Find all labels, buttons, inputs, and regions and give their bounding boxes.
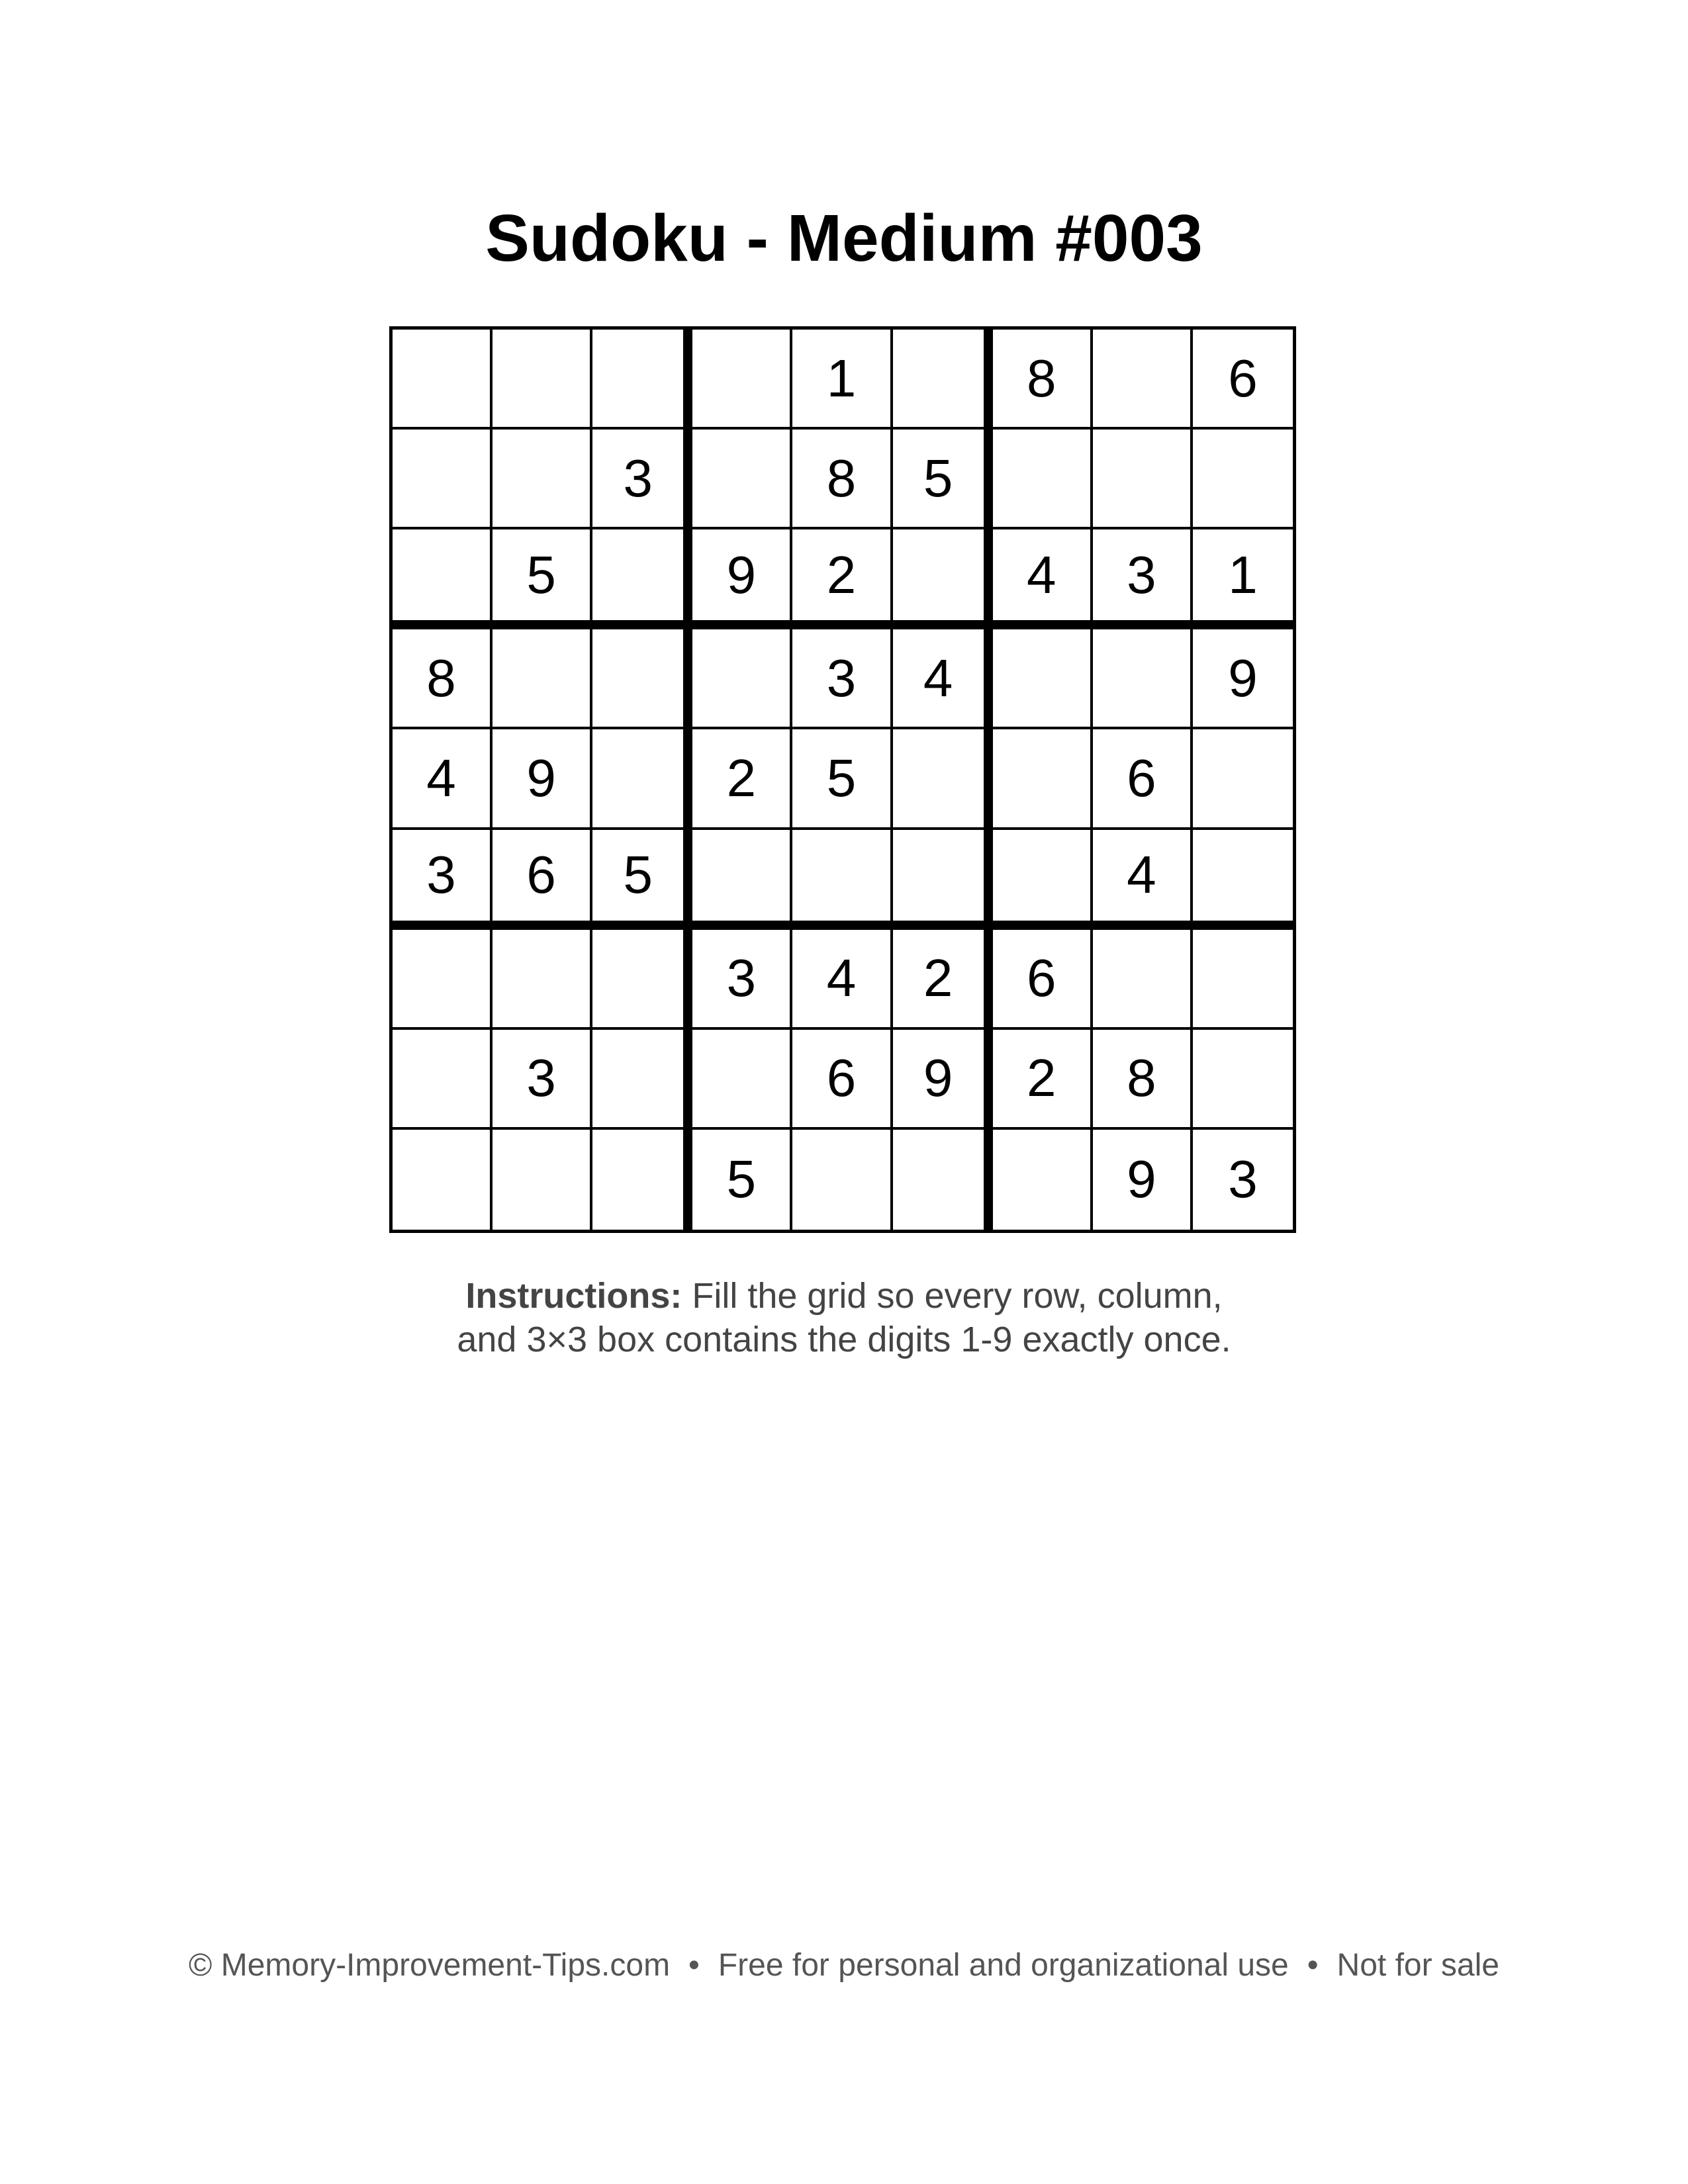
sudoku-cell-given: 4	[993, 529, 1093, 629]
sudoku-cell-given: 8	[393, 629, 492, 729]
instructions-line-2: and 3×3 box contains the digits 1-9 exactly once.	[457, 1320, 1231, 1359]
sudoku-cell-given: 2	[993, 1030, 1093, 1130]
sudoku-cell-given: 4	[393, 729, 492, 829]
footer-separator: •	[1307, 1948, 1319, 1983]
sudoku-cell-given: 3	[1228, 1150, 1258, 1209]
sudoku-cell-empty[interactable]	[492, 629, 592, 729]
sudoku-cell-empty[interactable]	[993, 430, 1093, 529]
sudoku-cell-given: 2	[792, 529, 892, 629]
sudoku-cell-given: 5	[592, 830, 692, 930]
sudoku-cell-empty[interactable]	[893, 830, 993, 930]
sudoku-cell-empty[interactable]	[993, 1130, 1093, 1230]
instructions-label: Instructions:	[465, 1276, 682, 1316]
sudoku-cell-empty[interactable]	[692, 629, 792, 729]
instructions	[0, 1274, 1688, 1361]
sudoku-cell-empty[interactable]	[692, 1030, 792, 1130]
sudoku-cell-given: 3	[792, 629, 892, 729]
footer-not-for-sale: Not for sale	[1336, 1948, 1499, 1983]
page-title: Sudoku - Medium #003	[485, 201, 1203, 275]
sudoku-cell-empty[interactable]	[1193, 430, 1293, 529]
sudoku-cell-given: 2	[692, 729, 792, 829]
sudoku-cell-empty[interactable]	[492, 330, 592, 430]
sudoku-cell-empty[interactable]	[993, 830, 1093, 930]
sudoku-cell-empty[interactable]	[492, 930, 592, 1030]
sudoku-cell-given: 9	[1093, 1130, 1193, 1230]
sudoku-cell-given: 5	[893, 430, 993, 529]
sudoku-cell-empty[interactable]	[393, 430, 492, 529]
footer-separator: •	[688, 1948, 700, 1983]
sudoku-cell-empty[interactable]	[692, 430, 792, 529]
sudoku-cell-empty[interactable]	[592, 1130, 692, 1230]
sudoku-cell-empty[interactable]	[1093, 930, 1193, 1030]
sudoku-cell-given: 1	[1193, 529, 1293, 629]
sudoku-cell-empty[interactable]	[1193, 1030, 1293, 1130]
sudoku-cell-given: 9	[1193, 629, 1293, 729]
sudoku-cell-empty[interactable]	[893, 1130, 993, 1230]
sudoku-cell-given: 2	[893, 930, 993, 1030]
sudoku-cell-empty[interactable]	[792, 1130, 892, 1230]
sudoku-cell-given: 8	[792, 430, 892, 529]
sudoku-cell-empty[interactable]	[1093, 330, 1193, 430]
sudoku-cell-given: 4	[1093, 830, 1193, 930]
sudoku-cell-given: 6	[1093, 729, 1193, 829]
sudoku-cell-empty[interactable]	[893, 529, 993, 629]
instructions-text-1: Fill the grid so every row, column,	[682, 1276, 1223, 1316]
sudoku-cell-given: 6	[1193, 330, 1293, 430]
sudoku-cell-given: 5	[792, 729, 892, 829]
sudoku-cell-empty[interactable]	[1193, 930, 1293, 1030]
sudoku-grid	[389, 326, 1296, 1233]
sudoku-cell-empty[interactable]	[692, 330, 792, 430]
sudoku-cell-given: 8	[993, 330, 1093, 430]
sudoku-cell-empty[interactable]	[993, 729, 1093, 829]
sudoku-cell-empty[interactable]	[393, 529, 492, 629]
sudoku-cell-empty[interactable]	[1093, 430, 1193, 529]
sudoku-cell-given: 9	[893, 1030, 993, 1130]
sudoku-cell-given: 4	[792, 930, 892, 1030]
sudoku-cell-given: 3	[492, 1030, 592, 1130]
sudoku-cell-empty[interactable]	[592, 529, 692, 629]
sudoku-cell-given: 8	[1093, 1030, 1193, 1130]
sudoku-cell-empty[interactable]	[592, 1030, 692, 1130]
sudoku-cell-given: 9	[492, 729, 592, 829]
sudoku-cell-empty[interactable]	[893, 330, 993, 430]
sudoku-cell-empty[interactable]	[592, 729, 692, 829]
sudoku-cell-empty[interactable]	[393, 330, 492, 430]
sudoku-cell-empty[interactable]	[1193, 830, 1293, 930]
sudoku-cell-given: 6	[993, 930, 1093, 1030]
sudoku-cell-given: 6	[492, 830, 592, 930]
sudoku-cell-empty[interactable]	[893, 729, 993, 829]
sudoku-cell-empty[interactable]	[393, 1130, 492, 1230]
sudoku-cell-given: 3	[692, 930, 792, 1030]
sudoku-cell-given: 3	[592, 430, 692, 529]
sudoku-cell-empty[interactable]	[692, 830, 792, 930]
footer-copyright: © Memory-Improvement-Tips.com	[189, 1948, 671, 1983]
instructions-line-1	[0, 1274, 1688, 1318]
sudoku-cell-empty[interactable]	[492, 430, 592, 529]
sudoku-cell-empty[interactable]	[993, 629, 1093, 729]
sudoku-cell-empty[interactable]	[1093, 629, 1193, 729]
sudoku-cell-empty[interactable]	[1193, 729, 1293, 829]
sudoku-cell-given: 6	[792, 1030, 892, 1130]
sudoku-cell-empty[interactable]	[592, 930, 692, 1030]
sudoku-cell-empty[interactable]	[592, 629, 692, 729]
sudoku-cell-given: 9	[692, 529, 792, 629]
sudoku-cell-given: 3	[393, 830, 492, 930]
sudoku-cell-given: 1	[792, 330, 892, 430]
footer-usage: Free for personal and organizational use	[718, 1948, 1289, 1983]
footer	[0, 1946, 1688, 1985]
sudoku-cell-empty[interactable]	[592, 330, 692, 430]
sudoku-cell-given: 5	[692, 1130, 792, 1230]
sudoku-cell-empty[interactable]	[393, 1030, 492, 1130]
sudoku-cell-given: 5	[492, 529, 592, 629]
sudoku-cell-empty[interactable]	[792, 830, 892, 930]
sudoku-cell-given: 4	[893, 629, 993, 729]
sudoku-cell-given: 3	[1093, 529, 1193, 629]
sudoku-cell-empty[interactable]	[393, 930, 492, 1030]
sudoku-cell-empty[interactable]	[492, 1130, 592, 1230]
